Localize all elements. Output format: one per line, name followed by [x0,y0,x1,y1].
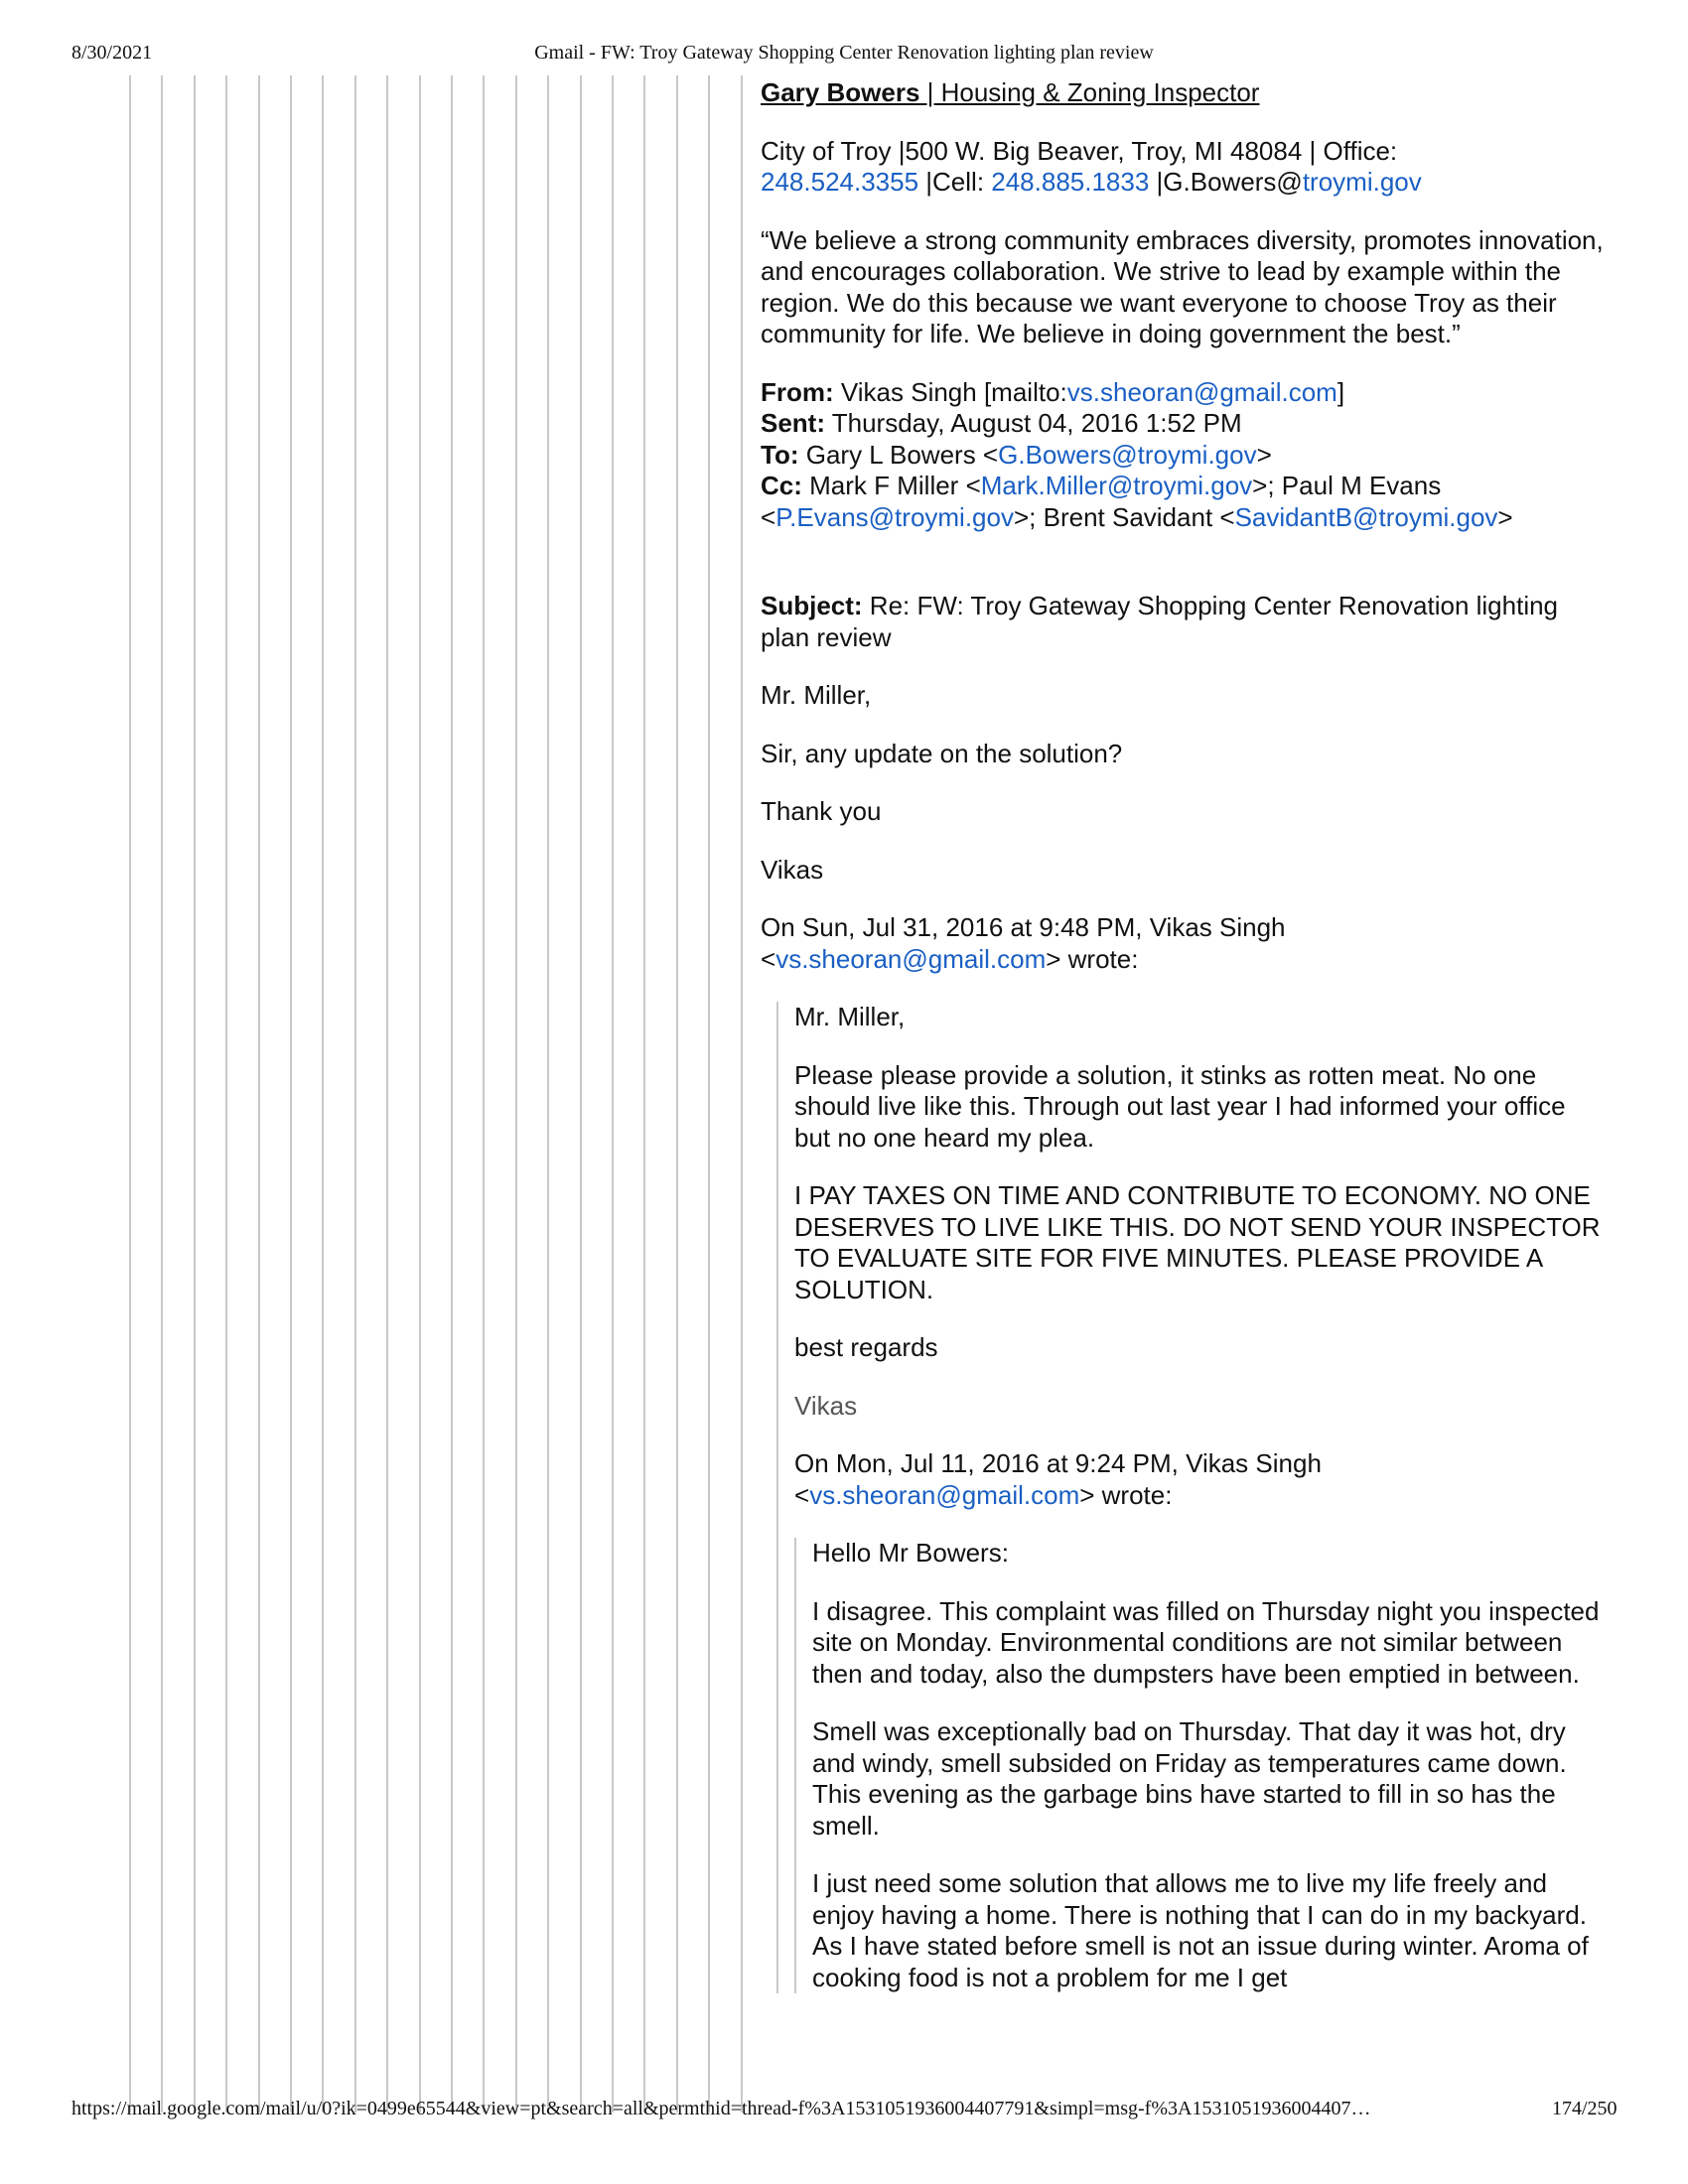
office-phone-link[interactable]: 248.524.3355 [761,167,919,197]
print-footer-url: https://mail.google.com/mail/u/0?ik=0499e65544&view=pt&search=all&permthid=thread-f%3A1531051936004407791&simpl=msg-f%3A1531051936004407… [71,2098,1371,2119]
quote2-paragraph-2: Smell was exceptionally bad on Thursday. That day it was hot, dry and windy, smell subsided on Friday as temperatures came down. This evening as the garbage bins have started to fill in so has the smell. [812,1716,1567,1841]
sent-line [761,408,1605,440]
subject-value: Re: FW: Troy Gateway Shopping Center Renovation lighting plan review [761,591,1559,652]
quote-depth-line [258,75,260,2113]
subject-line [761,591,1605,653]
quoted-message-2 [794,1538,1605,1993]
signature-title: | Housing & Zoning Inspector [919,77,1260,107]
quote2-paragraph-3: I just need some solution that allows me to live my life freely and enjoy having a home. There is nothing that I can do in my backyard. As I have stated before smell is not an issue during winter. Aroma of cooking food is not a problem for me I get [812,1868,1589,1992]
print-page-number: 174/250 [1552,2098,1618,2119]
from-label: From: [761,376,834,407]
cc-email-link-1[interactable]: Mark.Miller@troymi.gov [980,471,1253,500]
quote-depth-line [354,75,356,2113]
quote-depth-line [547,75,549,2113]
message-body: Sir, any update on the solution? [761,738,1123,768]
quote1-email-link[interactable]: vs.sheoran@gmail.com [775,943,1047,974]
quote-depth-line [161,75,163,2113]
quote-depth-line [741,75,743,2113]
email-domain-link[interactable]: troymi.gov [1302,167,1422,197]
email-content [761,77,1605,2020]
quote2-intro-open: < [794,1479,810,1510]
quote2-email-link[interactable]: vs.sheoran@gmail.com [809,1479,1080,1510]
signature-name: Gary Bowers [761,77,920,107]
quote2-greeting: Hello Mr Bowers: [812,1538,1009,1568]
to-name: Gary L Bowers < [798,439,999,470]
signature-contact [761,136,1605,199]
quote-depth-line [612,75,614,2113]
quote-depth-lines [129,75,824,2113]
forwarded-header [761,377,1605,654]
cc-open-2: < [761,501,776,532]
cc-label: Cc: [761,471,802,500]
email-prefix: |G.Bowers@ [1149,167,1303,197]
quote-depth-line [322,75,324,2113]
quote1-paragraph-1: Please please provide a solution, it stinks as rotten meat. No one should live like this. Through out last year I had informed your office but no one heard my plea. [794,1059,1566,1153]
quote1-signoff: Vikas [794,1390,858,1421]
sent-value: Thursday, August 04, 2016 1:52 PM [825,408,1242,438]
cell-label: |Cell: [918,167,992,197]
subject-label: Subject: [761,591,863,620]
signature-address: City of Troy |500 W. Big Beaver, Troy, MI 48084 | Office: [761,135,1398,166]
cc-close: > [1497,501,1513,532]
quote2-intro [794,1448,1605,1511]
cc-line [761,471,1605,533]
quote2-intro-line: On Mon, Jul 11, 2016 at 9:24 PM, Vikas Singh [794,1448,1322,1478]
quote-depth-line [515,75,517,2113]
print-date: 8/30/2021 [71,42,153,64]
to-email-link[interactable]: G.Bowers@troymi.gov [998,439,1257,470]
quote-depth-line [225,75,227,2113]
quote1-greeting: Mr. Miller, [794,1002,906,1031]
cc-email-link-3[interactable]: SavidantB@troymi.gov [1234,501,1498,532]
cc-separator-2: >; Brent Savidant < [1013,501,1235,532]
to-label: To: [761,439,799,470]
to-close: > [1256,439,1272,470]
from-name: Vikas Singh [mailto: [833,376,1067,407]
to-line [761,440,1605,472]
from-close: ] [1336,376,1345,407]
message-signoff: Vikas [761,854,824,885]
signature-name-line [761,77,1605,109]
quote1-intro [761,912,1605,975]
quote-depth-line [290,75,292,2113]
quote-depth-line [194,75,196,2113]
from-line [761,377,1605,409]
quote-depth-line [129,75,131,2113]
quote-depth-line [676,75,678,2113]
quote2-paragraph-1: I disagree. This complaint was filled on Thursday night you inspected site on Monday. Environmental conditions are not similar between then and today, also the dumpsters have been emptied in between. [812,1595,1600,1689]
cell-phone-link[interactable]: 248.885.1833 [991,167,1150,197]
quote1-paragraph-2: I PAY TAXES ON TIME AND CONTRIBUTE TO ECONOMY. NO ONE DESERVES TO LIVE LIKE THIS. DO NOT SEND YOUR INSPECTOR TO EVALUATE SITE FOR FIVE MINUTES. PLEASE PROVIDE A SOLUTION. [794,1180,1601,1304]
quote1-regards: best regards [794,1332,938,1362]
cc-name-1: Mark F Miller < [801,471,981,500]
from-email-link[interactable]: vs.sheoran@gmail.com [1066,376,1337,407]
quote-depth-line [419,75,421,2113]
sent-label: Sent: [761,408,825,438]
quote-depth-line [708,75,710,2113]
message-greeting: Mr. Miller, [761,680,872,710]
quote1-intro-close: > wrote: [1046,943,1139,974]
quote-depth-line [643,75,645,2113]
quote-depth-line [483,75,485,2113]
cc-separator-1: >; Paul M Evans [1252,471,1442,500]
quote-depth-line [451,75,453,2113]
quote1-intro-line: On Sun, Jul 31, 2016 at 9:48 PM, Vikas Singh [761,912,1286,942]
print-title: Gmail - FW: Troy Gateway Shopping Center Renovation lighting plan review [534,42,1154,64]
quoted-message-1 [776,1002,1605,1993]
quote-depth-line [580,75,582,2113]
cc-email-link-2[interactable]: P.Evans@troymi.gov [775,501,1014,532]
quote1-intro-open: < [761,943,776,974]
signature-motto: “We believe a strong community embraces diversity, promotes innovation, and encourages collaboration. We strive to lead by example within the region. We do this because we want everyone to choose Troy as their community for life. We believe in doing government the best.” [761,224,1604,348]
message-thanks: Thank you [761,796,882,826]
quote-depth-line [386,75,388,2113]
quote2-intro-close: > wrote: [1079,1479,1173,1510]
